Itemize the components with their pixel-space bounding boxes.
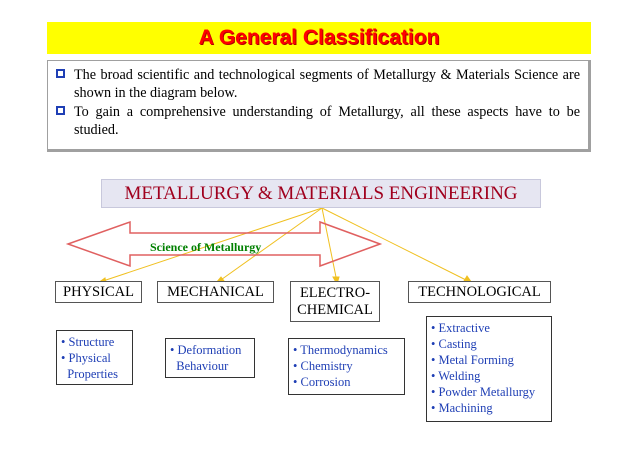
list-item: • Machining — [431, 401, 493, 415]
list-item: • Extractive — [431, 321, 490, 335]
list-item: • Metal Forming — [431, 353, 514, 367]
sublist-mechanical — [165, 338, 255, 378]
list-item: • Corrosion — [293, 375, 351, 389]
list-item: • Structure — [61, 335, 115, 349]
sublist-electrochemical — [288, 338, 405, 395]
list-item: • Powder Metallurgy — [431, 385, 536, 399]
square-bullet-icon — [56, 69, 65, 78]
category-electrochemical-line2: CHEMICAL — [297, 301, 373, 318]
list-item: • Chemistry — [293, 359, 353, 373]
intro-bullet-2 — [54, 103, 580, 139]
page-title: A General Classification — [198, 26, 440, 49]
list-item: • Deformation — [170, 343, 242, 357]
square-bullet-icon — [56, 106, 65, 115]
arrow-label: Science of Metallurgy — [150, 240, 262, 254]
intro-bullet-1 — [54, 66, 580, 102]
list-item: • Physical — [61, 351, 111, 365]
list-item: Properties — [61, 367, 118, 381]
sublist-physical — [56, 330, 133, 385]
list-item: • Welding — [431, 369, 481, 383]
list-item: • Thermodynamics — [293, 343, 388, 357]
connector-technological — [322, 208, 470, 282]
intro-bullet-text: To gain a comprehensive understanding of Metallurgy, all these aspects have to be studied. — [74, 104, 580, 138]
title-bar — [47, 22, 591, 54]
category-physical: PHYSICAL — [55, 281, 142, 303]
intro-box — [47, 60, 591, 152]
category-technological: TECHNOLOGICAL — [408, 281, 551, 303]
list-item: • Casting — [431, 337, 477, 351]
list-item: Behaviour — [170, 359, 229, 373]
category-electrochemical — [290, 281, 380, 322]
intro-bullet-text: The broad scientific and technological segments of Metallurgy & Materials Science are shown in the diagram below. — [74, 67, 580, 101]
root-node: METALLURGY & MATERIALS ENGINEERING — [101, 179, 541, 208]
category-electrochemical-line1: ELECTRO- — [299, 284, 371, 301]
category-mechanical: MECHANICAL — [157, 281, 274, 303]
sublist-technological — [426, 316, 552, 422]
connector-electrochemical — [322, 208, 337, 282]
